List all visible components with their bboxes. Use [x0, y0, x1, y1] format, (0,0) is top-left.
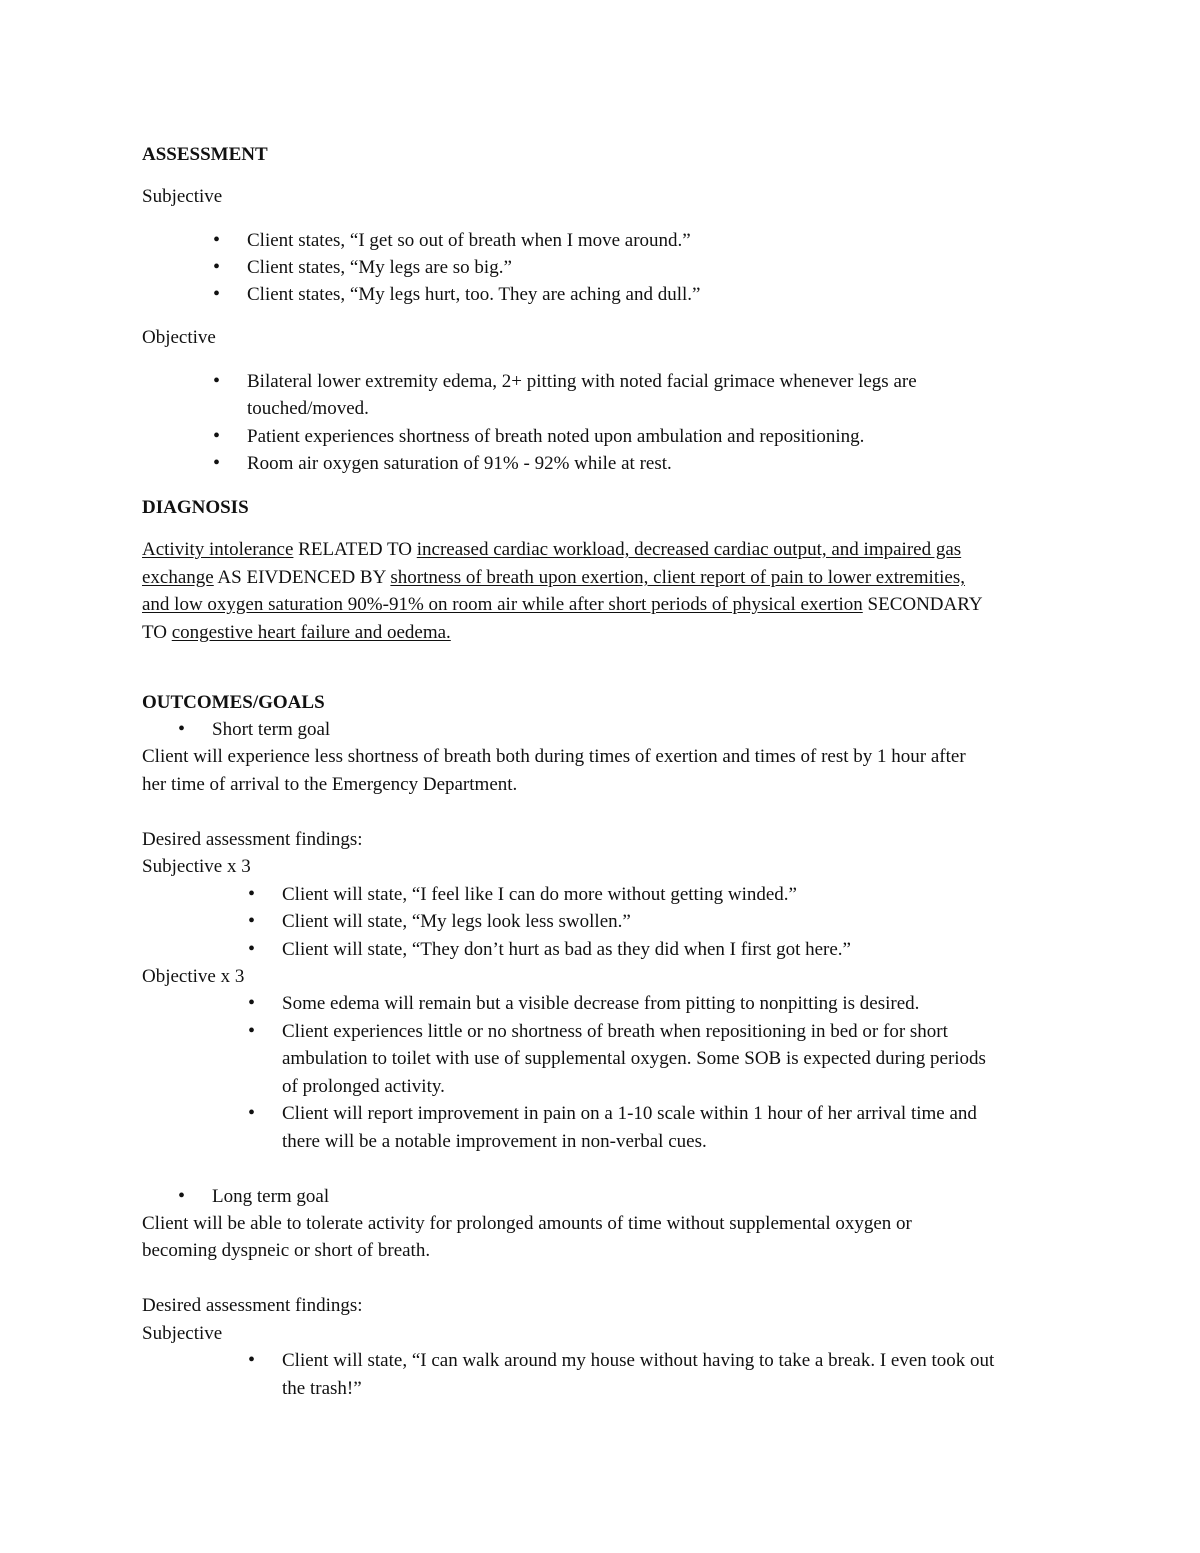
long-term-goal-text: becoming dyspneic or short of breath.	[142, 1240, 431, 1261]
diagnosis-secondary: SECONDARY	[862, 594, 983, 615]
diagnosis-line-2	[142, 564, 965, 591]
list-item-continuation: there will be a notable improvement in non-verbal cues.	[282, 1131, 707, 1152]
assessment-heading: ASSESSMENT	[142, 144, 268, 165]
list-item: • Patient experiences shortness of breath noted upon ambulation and repositioning.	[247, 423, 864, 450]
objective-label: Objective	[142, 327, 216, 348]
list-item: • Client states, “I get so out of breath when I move around.”	[247, 227, 691, 254]
long-term-goal-text: Client will be able to tolerate activity for prolonged amounts of time without supplemental oxygen or	[142, 1213, 912, 1234]
list-item: • Client will state, “My legs look less swollen.”	[282, 908, 631, 935]
list-item: • Client will state, “I feel like I can do more without getting winded.”	[282, 881, 797, 908]
diagnosis-cause: congestive heart failure and oedema.	[171, 622, 451, 643]
diagnosis-etiology: increased cardiac workload, decreased cardiac output, and impaired gas	[416, 539, 962, 560]
short-term-goal-text: Client will experience less shortness of breath both during times of exertion and times of rest by 1 hour after	[142, 746, 966, 767]
diagnosis-evidence: shortness of breath upon exertion, client report of pain to lower extremities,	[390, 567, 965, 588]
list-item: • Client will report improvement in pain on a 1-10 scale within 1 hour of her arrival time and	[282, 1100, 977, 1127]
diagnosis-related-to: RELATED TO	[293, 539, 417, 560]
diagnosis-heading: DIAGNOSIS	[142, 497, 249, 518]
diagnosis-line-4	[142, 619, 451, 646]
diagnosis-line-3	[142, 591, 983, 618]
diagnosis-evidence-cont: and low oxygen saturation 90%-91% on room air while after short periods of physical exertion	[142, 594, 863, 615]
diagnosis-nursing-problem: Activity intolerance	[142, 539, 294, 560]
list-item: • Client experiences little or no shortness of breath when repositioning in bed or for short	[282, 1018, 948, 1045]
list-item: • Client states, “My legs are so big.”	[247, 254, 512, 281]
list-item: • Client will state, “I can walk around my house without having to take a break. I even took out	[282, 1347, 994, 1374]
list-item-continuation: touched/moved.	[247, 398, 369, 419]
subjective-label: Subjective	[142, 1323, 223, 1344]
list-item-continuation: the trash!”	[282, 1378, 362, 1399]
short-term-goal-label: • Short term goal	[212, 716, 330, 743]
outcomes-heading: OUTCOMES/GOALS	[142, 692, 325, 713]
desired-findings-label: Desired assessment findings:	[142, 1295, 363, 1316]
diagnosis-to: TO	[142, 622, 172, 643]
subjective-label: Subjective x 3	[142, 856, 251, 877]
subjective-label: Subjective	[142, 186, 223, 207]
diagnosis-evidenced-by: AS EIVDENCED BY	[213, 567, 391, 588]
list-item: • Room air oxygen saturation of 91% - 92% while at rest.	[247, 450, 672, 477]
list-item: • Bilateral lower extremity edema, 2+ pitting with noted facial grimace whenever legs are	[247, 368, 917, 395]
long-term-goal-label: • Long term goal	[212, 1183, 329, 1210]
diagnosis-line-1	[142, 536, 961, 563]
short-term-goal-text: her time of arrival to the Emergency Department.	[142, 774, 518, 795]
list-item-continuation: ambulation to toilet with use of supplemental oxygen. Some SOB is expected during periods	[282, 1048, 986, 1069]
objective-label: Objective x 3	[142, 966, 245, 987]
diagnosis-etiology-cont: exchange	[142, 567, 214, 588]
desired-findings-label: Desired assessment findings:	[142, 829, 363, 850]
list-item: • Client states, “My legs hurt, too. They are aching and dull.”	[247, 281, 700, 308]
list-item: • Some edema will remain but a visible decrease from pitting to nonpitting is desired.	[282, 990, 919, 1017]
list-item-continuation: of prolonged activity.	[282, 1076, 445, 1097]
list-item: • Client will state, “They don’t hurt as bad as they did when I first got here.”	[282, 936, 851, 963]
